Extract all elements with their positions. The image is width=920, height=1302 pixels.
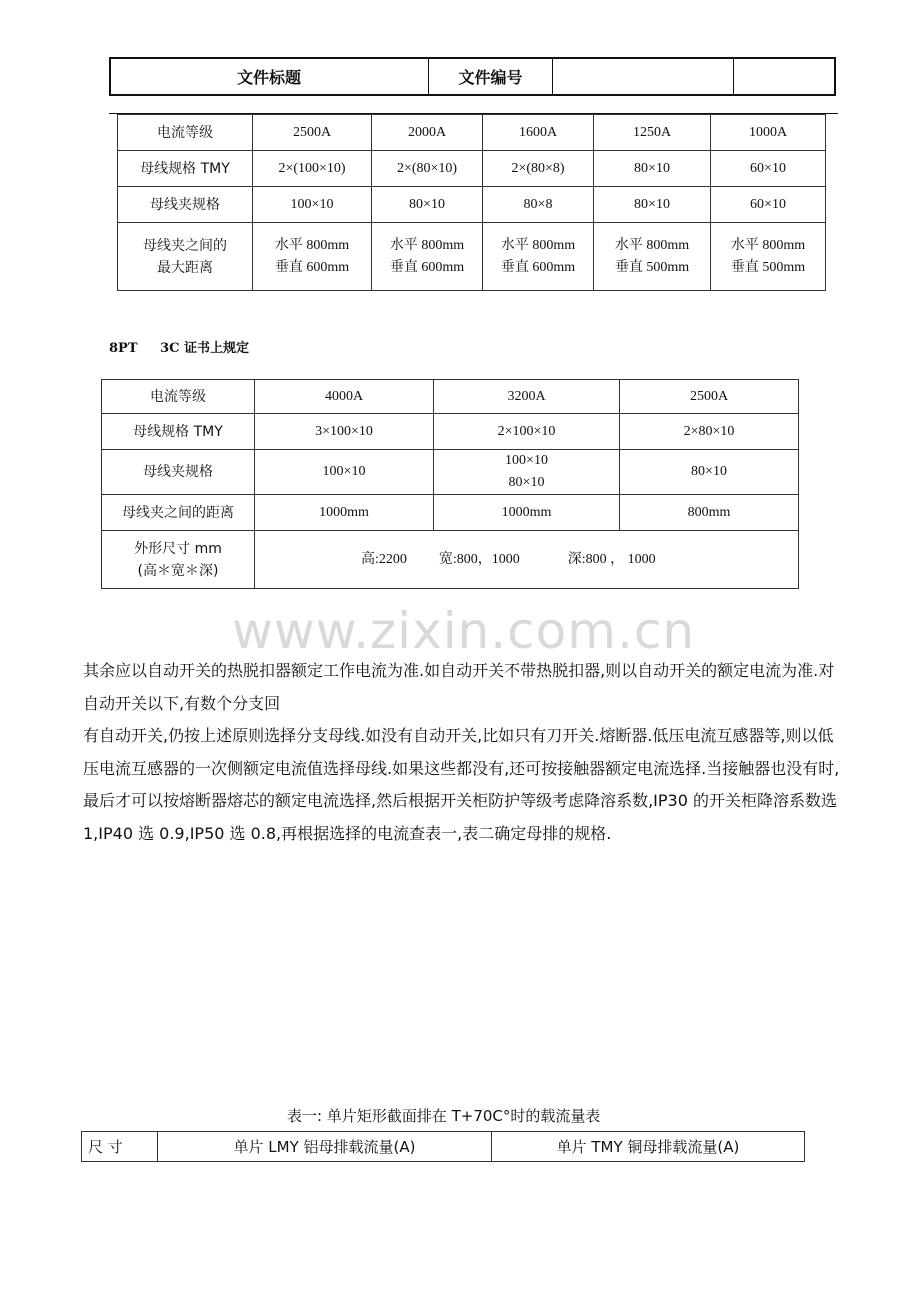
t1-spec-cell: 80×10 xyxy=(594,151,711,187)
t1-dist-h: 水平 800mm xyxy=(389,237,465,253)
t1-spec-cell: 2×(80×8) xyxy=(483,151,594,187)
t1-dist-v: 垂直 600mm xyxy=(274,259,350,275)
t1-spec-cell: 2×(80×10) xyxy=(372,151,483,187)
header-number-label: 文件编号 xyxy=(429,58,553,96)
t1-spec-cell: 60×10 xyxy=(711,151,826,187)
t2-clamp-cell xyxy=(434,450,620,495)
t2-dim-depth: 深:800 ， 1000 xyxy=(567,551,656,567)
t1-clamp-cell: 100×10 xyxy=(253,187,372,223)
t1-head-label: 电流等级 xyxy=(118,115,253,151)
section-title-3c: 8PT 3C 证书上规定 xyxy=(109,341,250,356)
t1-spec-label: 母线规格 TMY xyxy=(118,151,253,187)
header-number-value xyxy=(553,58,734,96)
t1-dist-cell xyxy=(711,223,826,291)
t1-dist-cell xyxy=(594,223,711,291)
t2-head-label: 电流等级 xyxy=(102,380,255,414)
t1-dist-cell xyxy=(483,223,594,291)
t2-dim-label xyxy=(102,531,255,589)
t1-clamp-cell: 80×8 xyxy=(483,187,594,223)
t1-dist-h: 水平 800mm xyxy=(500,237,576,253)
t2-dist-cell: 1000mm xyxy=(255,495,434,531)
t3-col-size: 尺 寸 xyxy=(82,1132,158,1162)
table-caption: 表一: 单片矩形截面排在 T+70C°时的载流量表 xyxy=(287,1107,601,1125)
t2-current: 2500A xyxy=(620,380,799,414)
t3-col-tmy: 单片 TMY 铜母排载流量(A) xyxy=(492,1132,805,1162)
t1-current: 1250A xyxy=(594,115,711,151)
t2-spec-cell: 2×80×10 xyxy=(620,414,799,450)
t1-dist-h: 水平 800mm xyxy=(730,237,806,253)
t1-dist-cell xyxy=(372,223,483,291)
t1-spec-cell: 2×(100×10) xyxy=(253,151,372,187)
watermark: www.zixin.com.cn xyxy=(232,602,696,660)
t2-spec-label: 母线规格 TMY xyxy=(102,414,255,450)
header-extra-cell xyxy=(734,58,836,96)
t1-current: 1600A xyxy=(483,115,594,151)
t2-dist-cell: 800mm xyxy=(620,495,799,531)
t2-spec-cell: 3×100×10 xyxy=(255,414,434,450)
ampacity-table xyxy=(81,1131,805,1162)
t2-current: 4000A xyxy=(255,380,434,414)
t2-dim-label-line1: 外形尺寸 mm xyxy=(134,540,222,557)
t1-dist-v: 垂直 600mm xyxy=(389,259,465,275)
t2-clamp-label: 母线夹规格 xyxy=(102,450,255,495)
t1-dist-v: 垂直 500mm xyxy=(614,259,690,275)
t2-clamp-cell: 100×10 xyxy=(255,450,434,495)
t2-dim-height: 高:2200 xyxy=(361,551,407,567)
t1-clamp-label: 母线夹规格 xyxy=(118,187,253,223)
paragraph-2: 有自动开关,仍按上述原则选择分支母线.如没有自动开关,比如只有刀开关.熔断器.低压电流互感器等,则以低压电流互感器的一次侧额定电流值选择母线.如果这些都没有,还可按接触器额定电流选择.当接触器也没有时,最后才可以按熔断器熔芯的额定电流选择,然后根据开关柜防护等级考虑降溶系数,IP30 的开关柜降溶系数选 1,IP40 选 0.9,IP50 选 0.8,再根据选择的电流查表一,表二确定母排的规格. xyxy=(83,726,840,843)
t1-dist-cell xyxy=(253,223,372,291)
t2-dim-cell xyxy=(255,531,799,589)
t2-dist-label: 母线夹之间的距离 xyxy=(102,495,255,531)
document-header-table xyxy=(109,57,836,96)
paragraph-1: 其余应以自动开关的热脱扣器额定工作电流为准.如自动开关不带热脱扣器,则以自动开关的额定电流为准.对自动开关以下,有数个分支回 xyxy=(83,661,835,713)
busbar-spec-table-1 xyxy=(117,114,826,291)
t1-dist-label-line2: 最大距离 xyxy=(157,259,213,276)
t1-current: 2000A xyxy=(372,115,483,151)
t2-spec-cell: 2×100×10 xyxy=(434,414,620,450)
t1-clamp-cell: 60×10 xyxy=(711,187,826,223)
t2-dim-label-line2: (高＊宽＊深) xyxy=(137,562,219,579)
t1-dist-v: 垂直 500mm xyxy=(730,259,806,275)
t2-clamp-line1: 100×10 xyxy=(505,453,548,468)
t1-dist-v: 垂直 600mm xyxy=(500,259,576,275)
t3-col-lmy: 单片 LMY 铝母排载流量(A) xyxy=(158,1132,492,1162)
t1-dist-label-line1: 母线夹之间的 xyxy=(143,237,227,254)
t1-dist-h: 水平 800mm xyxy=(274,237,350,253)
header-title-label: 文件标题 xyxy=(110,58,429,96)
t2-clamp-cell: 80×10 xyxy=(620,450,799,495)
t1-clamp-cell: 80×10 xyxy=(594,187,711,223)
t2-dim-width: 宽:800，1000 xyxy=(438,551,520,567)
busbar-spec-table-2 xyxy=(101,379,799,589)
t1-clamp-cell: 80×10 xyxy=(372,187,483,223)
body-paragraph xyxy=(83,655,843,850)
t2-clamp-line2: 80×10 xyxy=(508,475,545,490)
t1-dist-h: 水平 800mm xyxy=(614,237,690,253)
t1-dist-label xyxy=(118,223,253,291)
t2-dist-cell: 1000mm xyxy=(434,495,620,531)
t2-current: 3200A xyxy=(434,380,620,414)
t1-current: 1000A xyxy=(711,115,826,151)
t1-current: 2500A xyxy=(253,115,372,151)
